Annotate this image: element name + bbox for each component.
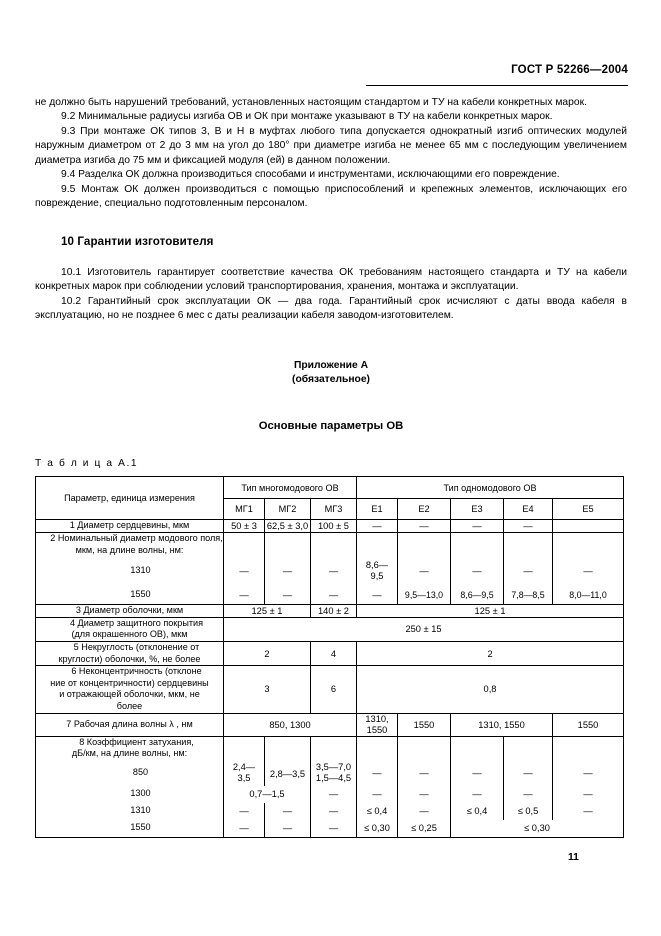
row1-mg1: 50 ± 3 [224,520,265,533]
header-col-mg2: МГ2 [265,499,311,520]
row7-e1-l1: 1310, [365,713,389,724]
row8-850-e2: — [398,760,451,786]
row5-param-l1: 5 Некруглость (отклонение от [73,642,200,652]
row2-1550-e1: — [357,586,398,605]
row2-1550-e2: 9,5—13,0 [398,586,451,605]
table-row [36,556,624,586]
row8-1550-e345: ≤ 0,30 [451,820,624,838]
row8-1300-mg3: — [311,786,357,803]
row4-value-all: 250 ± 15 [224,617,624,641]
row8-850-mg3 [311,760,357,786]
row1-e1: — [357,520,398,533]
header-col-e3: Е3 [451,499,504,520]
table-caption: Т а б л и ц а А.1 [35,458,139,470]
appendix-title: Основные параметры ОВ [258,420,404,433]
appendix-obligatory: (обязательное) [292,373,370,385]
row2-sub-1550 [36,586,224,605]
row8-1310-e3: ≤ 0,4 [451,803,504,820]
row8-850-mg1-l1: 2,4— [232,761,256,772]
row8-850-mg1 [224,760,265,786]
row7-e1 [357,713,398,736]
row8-1310-mg1: — [224,803,265,820]
row8-1550-mg2: — [265,820,311,838]
row6-param [36,666,224,713]
row2-hdr-mg2 [265,533,311,557]
header-col-e4: Е4 [504,499,553,520]
table-row [36,586,624,605]
row2-param-text: 2 Номинальный диаметр модового поля, мкм, на длине волны, нм: [50,533,223,555]
row2-1550-mg3: — [311,586,357,605]
row8-hdr-e1 [357,736,398,760]
row8-1550-mg3: — [311,820,357,838]
row8-1310-e5: — [553,803,624,820]
row7-e5: 1550 [553,713,624,736]
row6-mg12: 3 [224,666,311,713]
table-row [36,617,624,641]
row1-e2: — [398,520,451,533]
row2-1310-mg1: — [224,556,265,586]
row1-e3: — [451,520,504,533]
header-group-singlemode: Тип одномодового ОВ [357,477,624,499]
row8-1310-mg3: — [311,803,357,820]
row5-mg12: 2 [224,642,311,666]
row8-sub-1300 [36,786,224,803]
table-row [36,786,624,803]
row8-850-mg3-l2: 1,5—4,5 [315,772,352,783]
header-param-column: Параметр, единица измерения [36,477,224,520]
row2-hdr-mg1 [224,533,265,557]
table-row [36,605,624,618]
row8-850-e5: — [553,760,624,786]
row8-hdr-mg3 [311,736,357,760]
row2-1550-mg2: — [265,586,311,605]
header-col-mg3: МГ3 [311,499,357,520]
row5-param [36,642,224,666]
row8-1310-e4: ≤ 0,5 [504,803,553,820]
row6-param-l4: более [116,700,143,711]
row8-sub-1550-label: 1550 [130,822,151,833]
row2-sub-1310-label: 1310 [130,565,151,576]
row4-param [36,617,224,641]
row8-1300-e3: — [451,786,504,803]
row8-hdr-e2 [398,736,451,760]
table-header [36,477,624,520]
row6-param-l3: и отражающей оболочки, мкм, не [59,689,200,700]
row8-850-e4: — [504,760,553,786]
row8-1300-e5: — [553,786,624,803]
row5-mg3: 4 [311,642,357,666]
row5-e-all: 2 [357,642,624,666]
row4-param-l1: 4 Диаметр защитного покрытия [69,617,204,628]
row8-850-mg3-l1: 3,5—7,0 [315,761,352,772]
row8-sub-1550 [36,820,224,838]
row8-850-e3: — [451,760,504,786]
table-body [36,520,624,837]
row8-sub-1310 [36,803,224,820]
header-group-multimode: Тип многомодового ОВ [224,477,357,499]
row2-1310-e1 [357,556,398,586]
row2-1310-mg2: — [265,556,311,586]
header-col-e1: Е1 [357,499,398,520]
header-col-e2: Е2 [398,499,451,520]
row6-param-l1: 6 Неконцентричность (отклоне [71,666,202,677]
row1-param: 1 Диаметр сердцевины, мкм [36,520,224,533]
row8-850-mg2: 2,8—3,5 [265,760,311,786]
header-divider [366,85,628,86]
parameters-table [35,476,624,837]
row2-1550-e5: 8,0—11,0 [553,586,624,605]
table-row [36,760,624,786]
row1-e4: — [504,520,553,533]
row7-e1-l2: 1550 [366,724,388,735]
header-col-mg1: МГ1 [224,499,265,520]
row8-1550-e2: ≤ 0,25 [398,820,451,838]
row3-mg12: 125 ± 1 [224,605,311,618]
table-row [36,820,624,838]
row7-e34: 1310, 1550 [451,713,553,736]
row8-sub-850 [36,760,224,786]
paragraph-10-1: 10.1 Изготовитель гарантирует соответствие качества ОК требованиям настоящего стандарта и ТУ на кабели конкретных марок при соблюдении условий транспортирования, хранения, монтажа и эксплуатации. [35,266,627,293]
row3-param: 3 Диаметр оболочки, мкм [36,605,224,618]
row8-hdr-mg2 [265,736,311,760]
row8-850-mg1-l2: 3,5 [237,772,251,783]
row2-1550-e3: 8,6—9,5 [451,586,504,605]
row7-mg-all: 850, 1300 [224,713,357,736]
row2-hdr-e1 [357,533,398,557]
table-row [36,666,624,713]
table-row [36,533,624,557]
row5-param-l2: круглости) оболочки, %, не более [58,653,201,664]
paragraph-10-2: 10.2 Гарантийный срок эксплуатации ОК — два года. Гарантийный срок исчисляют с даты ввода кабеля в эксплуатацию, но не позднее 6 мес с даты реализации кабеля заводом-изготовителем. [35,295,627,321]
row8-sub-1310-label: 1310 [130,805,151,816]
row2-sub-1310 [36,556,224,586]
row2-1310-e3: — [451,556,504,586]
row4-param-l2: (для окрашенного ОВ), мкм [71,629,188,640]
page-content [35,96,627,838]
row3-mg3: 140 ± 2 [311,605,357,618]
row2-1310-e2: — [398,556,451,586]
paragraph-intro: не должно быть нарушений требований, установленных настоящим стандартом и ТУ на кабели конкретных марок. [35,97,587,108]
row8-1550-e1: ≤ 0,30 [357,820,398,838]
row1-mg3: 100 ± 5 [311,520,357,533]
row8-param-l1: 8 Коэффициент затухания, [79,736,194,747]
row2-sub-1550-label: 1550 [130,589,151,600]
row2-1310-e4: — [504,556,553,586]
table-row [36,713,624,736]
row2-1310-e5: — [553,556,624,586]
row6-e-all: 0,8 [357,666,624,713]
row8-1300-e1: — [357,786,398,803]
row1-e5 [553,520,624,533]
row6-mg3: 6 [311,666,357,713]
paragraph-9-2: 9.2 Минимальные радиусы изгиба ОВ и ОК при монтаже указывают в ТУ на кабели конкретных марок. [61,111,553,123]
table-row [36,520,624,533]
row2-1310-mg3: — [311,556,357,586]
row2-hdr-e2 [398,533,451,557]
row2-hdr-mg3 [311,533,357,557]
table-header-row-groups [36,477,624,499]
paragraph-9-4: 9.4 Разделка ОК должна производиться способами и инструментами, исключающими его повреждение. [61,169,560,181]
row2-hdr-e3 [451,533,504,557]
appendix-label [35,359,627,386]
row8-1550-mg1: — [224,820,265,838]
table-row [36,803,624,820]
row8-1310-e2: — [398,803,451,820]
row3-e-all: 125 ± 1 [357,605,624,618]
row1-mg2: 62,5 ± 3,0 [265,520,311,533]
row8-hdr-mg1 [224,736,265,760]
row2-1310-e1-l1: 8,6— [365,560,389,571]
row8-param [36,736,224,760]
row8-1300-e2: — [398,786,451,803]
row8-sub-1300-label: 1300 [130,788,151,799]
row7-param: 7 Рабочая длина волны λ , нм [36,713,224,736]
row2-1550-mg1: — [224,586,265,605]
row8-1300-mg12: 0,7—1,5 [224,786,311,803]
row8-param-l2: дБ/км, на длине волны, нм: [71,748,188,759]
row2-1310-e1-l2: 9,5 [370,571,384,582]
page-number: 11 [568,852,579,863]
row8-850-e1: — [357,760,398,786]
row2-hdr-e4 [504,533,553,557]
row8-hdr-e5 [553,736,624,760]
row7-e2: 1550 [398,713,451,736]
row8-1310-e1: ≤ 0,4 [357,803,398,820]
row6-param-l2: ние от концентричности) сердцевины [50,677,209,688]
table-row [36,736,624,760]
table-row [36,642,624,666]
paragraph-9-3: 9.3 При монтаже ОК типов 3, В и Н в муфтах любого типа допускается однократный изгиб оптических модулей наружным диаметром от 2 до 3 мм на угол до 180° при диаметре изгиба не менее 65 мм с последующим увеличением диаметра изгиба до 75 мм и фиксацией модуля (ей) в данном положении. [35,125,627,166]
row8-hdr-e3 [451,736,504,760]
section-heading-10: 10 Гарантии изготовителя [61,234,214,248]
row2-1550-e4: 7,8—8,5 [504,586,553,605]
row8-1300-e4: — [504,786,553,803]
row8-sub-850-label: 850 [132,766,149,777]
paragraph-9-5: 9.5 Монтаж ОК должен производиться с помощью приспособлений и крепежных элементов, исключающих его повреждение, специально подготовленным персоналом. [35,183,627,210]
header-col-e5: Е5 [553,499,624,520]
running-header: ГОСТ Р 52266—2004 [511,64,628,76]
row8-hdr-e4 [504,736,553,760]
appendix-name: Приложение А [293,360,369,372]
row2-param [36,533,224,557]
row2-hdr-e5 [553,533,624,557]
row8-1310-mg2: — [265,803,311,820]
